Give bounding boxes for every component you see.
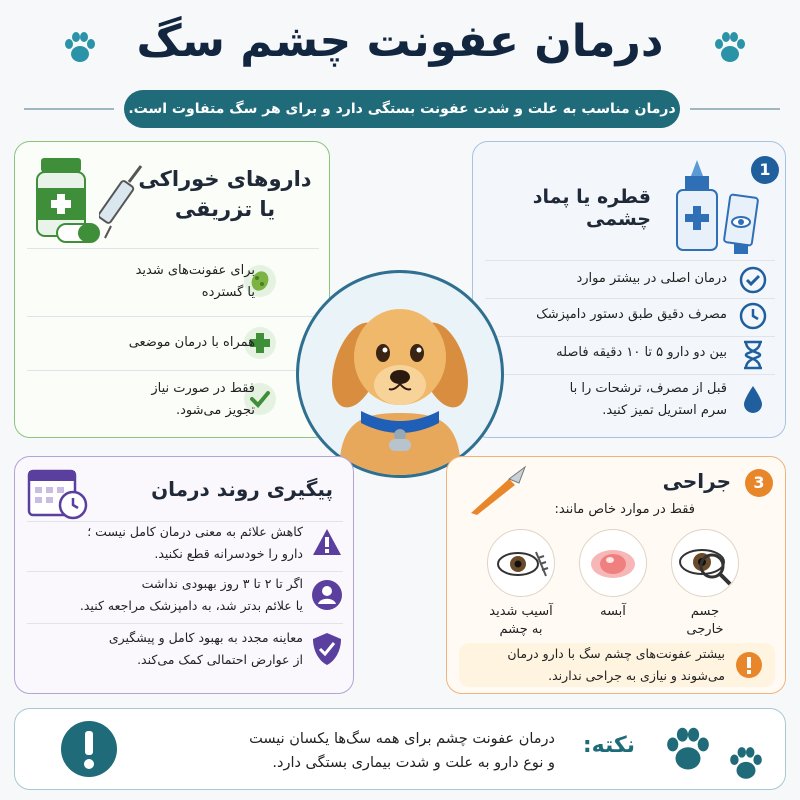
drop-icon [741, 384, 765, 414]
eye-drops-panel [472, 141, 786, 438]
case-caption [477, 603, 565, 639]
calendar-clock-icon [27, 465, 89, 521]
follow-up-panel [14, 456, 354, 694]
surgery-panel [446, 456, 786, 694]
follow-item [23, 521, 303, 565]
follow-item-text: از عوارض احتمالی کمک می‌کند. [137, 652, 303, 667]
hourglass-icon [741, 340, 765, 370]
alert-icon [735, 651, 763, 679]
follow-item-text: اگر تا ۲ تا ۳ روز بهبودی نداشت [141, 576, 303, 591]
surgery-subtitle: فقط در موارد خاص مانند: [554, 502, 695, 517]
user-icon [311, 579, 343, 611]
dog-illustration [296, 270, 504, 478]
abscess-eye-icon [579, 529, 647, 597]
note-panel [14, 708, 786, 790]
surgery-info-line: بیشتر عفونت‌های چشم سگ با دارو درمان [507, 646, 725, 661]
oral-item-text: همراه با درمان موضعی [128, 335, 255, 350]
follow-item [23, 573, 303, 617]
drops-item: درمان اصلی در بیشتر موارد [576, 271, 727, 286]
alert-icon [59, 719, 119, 779]
oral-item-text: برای عفونت‌های شدید [135, 263, 255, 278]
ointment-tube-icon [721, 190, 761, 256]
follow-item-text: یا علائم بدتر شد، به دامپزشک مراجعه کنید. [79, 598, 303, 613]
case-caption-line: به چشم [499, 622, 543, 637]
shield-check-icon [311, 631, 343, 667]
eye-drop-bottle-icon [673, 158, 721, 254]
oral-item [35, 332, 255, 354]
case-caption-line: جسم [690, 604, 720, 619]
oral-title-line1: داروهای خوراکی [138, 167, 312, 191]
header [0, 10, 800, 80]
subtitle-banner: درمان مناسب به علت و شدت عفونت بستگی دارد و برای هر سگ متفاوت است. [124, 90, 680, 128]
step-badge: 3 [745, 469, 773, 497]
injured-eye-icon [487, 529, 555, 597]
drops-item: بین دو دارو ۵ تا ۱۰ دقیقه فاصله [556, 345, 727, 360]
paw-icon [712, 30, 748, 66]
note-line: درمان عفونت چشم برای همه سگ‌ها یکسان نیست [249, 731, 555, 747]
clock-icon [739, 302, 767, 330]
check-icon [739, 266, 767, 294]
surgery-panel-title: جراحی [662, 469, 731, 493]
page-title: درمان عفونت چشم سگ [136, 16, 664, 67]
follow-item-text: کاهش علائم به معنی درمان کامل نیست ؛ [87, 524, 303, 539]
oral-treatment-panel [14, 141, 330, 438]
pill-icon [55, 222, 101, 244]
oral-item-text: فقط در صورت نیاز [151, 381, 255, 396]
note-label: نکته: [582, 733, 635, 758]
follow-item-text: معاینه مجدد به بهبود کامل و پیشگیری [108, 630, 303, 645]
oral-item [35, 378, 255, 422]
dog-icon [299, 273, 501, 475]
oral-item [35, 260, 255, 304]
surgery-info-box [459, 643, 775, 687]
paw-icon [62, 30, 98, 66]
paw-icon [663, 725, 713, 775]
case-caption [579, 603, 647, 621]
drops-item: مصرف دقیق طبق دستور دامپزشک [536, 307, 727, 322]
follow-item [23, 627, 303, 671]
follow-panel-title: پیگیری روند درمان [151, 477, 333, 501]
case-caption [671, 603, 739, 639]
note-text [135, 727, 555, 775]
foreign-body-eye-icon [671, 529, 739, 597]
surgery-info-line: می‌شوند و نیازی به جراحی ندارند. [548, 668, 725, 683]
case-caption-line: خارجی [686, 622, 724, 637]
drops-item [487, 378, 727, 422]
oral-panel-title [135, 164, 315, 224]
case-caption-line: آبسه [600, 604, 626, 619]
oral-item-text: یا گسترده [201, 285, 255, 300]
paw-icon [727, 745, 765, 783]
drops-item-text: سرم استریل تمیز کنید. [602, 403, 727, 418]
drops-item-text: قبل از مصرف، ترشحات را با [569, 381, 727, 396]
drops-panel-title: قطره یا پماد چشمی [532, 186, 651, 230]
oral-item-text: تجویز می‌شود. [176, 403, 255, 418]
surgery-info-text [475, 643, 725, 687]
case-caption-line: آسیب شدید [489, 604, 553, 619]
step-badge: 1 [751, 156, 779, 184]
oral-title-line2: یا تزریقی [174, 197, 276, 221]
follow-item-text: دارو را خودسرانه قطع نکنید. [154, 546, 303, 561]
warning-icon [311, 527, 343, 557]
note-line: و نوع دارو به علت و شدت بیماری بستگی دارد. [272, 755, 555, 771]
